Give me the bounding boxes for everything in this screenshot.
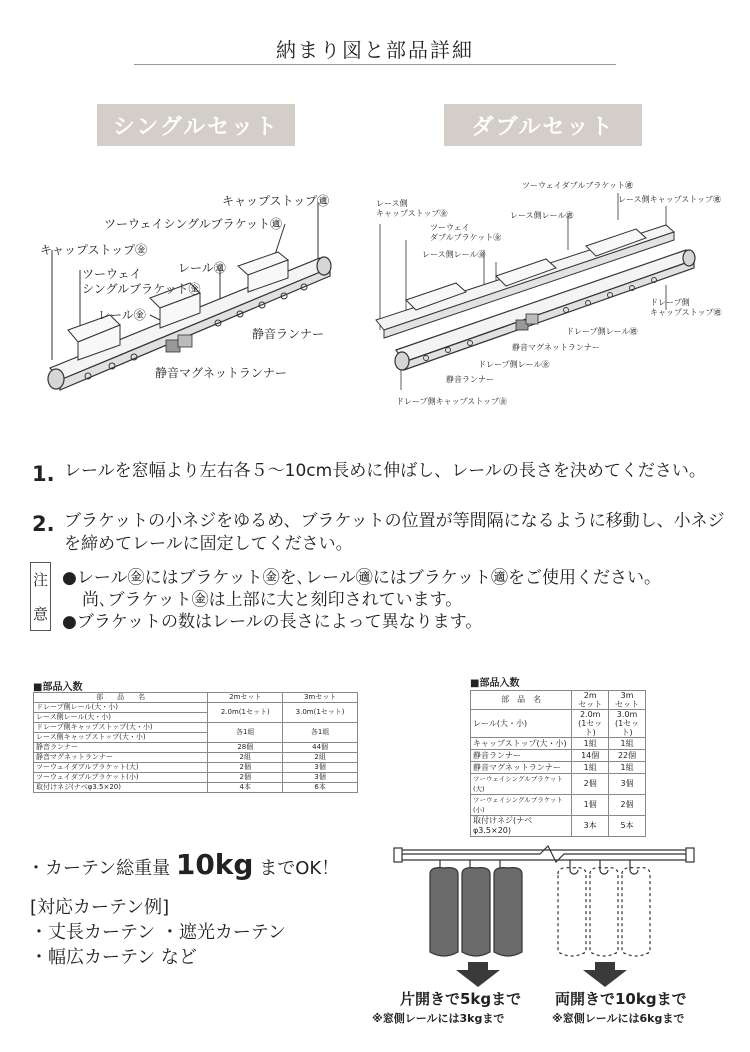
table-cell: レース側キャップストップ(大・小) [34, 733, 208, 743]
weight-capacity [27, 848, 339, 881]
table-row [34, 773, 358, 783]
callout-lace-cap-small: レース側キャップストップ㊜ [618, 195, 722, 204]
table-cell: 3個 [283, 773, 358, 783]
table-cell: 1組 [572, 738, 609, 750]
table-cell: ドレープ側キャップストップ(大・小) [34, 723, 208, 733]
callout-magnet-runner-double: 静音マグネットランナー [512, 343, 600, 352]
callout-lace-rail-large: レース側レール㊎ [422, 250, 486, 259]
table-cell: レース側レール(大・小) [34, 713, 208, 723]
curtain-examples-title: [対応カーテン例] [30, 897, 170, 918]
table-cell: 3本 [572, 816, 609, 837]
step-number: 2. [32, 512, 55, 536]
table-cell: 静音ランナー [34, 743, 208, 753]
table-header: 3m セット [609, 691, 646, 710]
table-row [34, 783, 358, 793]
callout-drape-rail-large: ドレープ側レール㊎ [478, 360, 550, 369]
step-text: ブラケットの小ネジをゆるめ、ブラケットの位置が等間隔になるように移動し、小ネジを締めてレールに固定してください。 [64, 511, 725, 555]
parts-table-single [470, 690, 646, 837]
title-divider [134, 64, 616, 65]
load-illustration [390, 842, 720, 987]
callout-cap-stop-large: キャップストップ㊎ [40, 243, 148, 257]
table-cell: 静音ランナー [471, 750, 572, 762]
step-text: レールを窓幅より左右各５～10cm長めに伸ばし、レールの長さを決めてください。 [64, 461, 706, 481]
weight-suffix: までOK！ [259, 858, 340, 879]
callout-twoway-large-line2: シングルブラケット㊎ [82, 282, 201, 296]
callout-drape-cap-small-line1: ドレープ側 [650, 298, 690, 307]
table-cell: 2個 [208, 763, 283, 773]
note-label-box [30, 562, 51, 631]
callout-lace-cap-large-line2: キャップストップ㊎ [376, 209, 448, 218]
table-cell: 2個 [572, 774, 609, 795]
callout-lace-rail-small: レース側レール㊜ [510, 211, 574, 220]
table-header: 部 品 名 [471, 691, 572, 710]
table-cell: 2組 [283, 753, 358, 763]
table-cell: 取付けネジ(ナベφ3.5×20) [34, 783, 208, 793]
table-cell: 1組 [609, 738, 646, 750]
table-cell: 44個 [283, 743, 358, 753]
table-row [34, 753, 358, 763]
table-cell: 3.0m(1セット) [283, 703, 358, 723]
caption-single-open: 片開きで5kgまで [400, 990, 522, 1008]
table-header: 部 品 名 [34, 693, 208, 703]
callout-twoway-double-large-line1: ツーウェイ [430, 223, 470, 232]
table-row [471, 710, 646, 738]
curtain-example-item: ・丈長カーテン ・遮光カーテン [30, 922, 286, 943]
table-row [471, 795, 646, 816]
table-cell: 1組 [572, 762, 609, 774]
callout-runner: 静音ランナー [252, 327, 325, 341]
table-cell: 2.0m(1セット) [208, 703, 283, 723]
page-title: 納まり図と部品詳細 [276, 38, 474, 62]
note-label-char: 注 [32, 571, 48, 590]
table-cell: 2組 [208, 753, 283, 763]
table-cell: 2個 [208, 773, 283, 783]
callout-lace-cap-large-line1: レース側 [376, 199, 408, 208]
table-header: 2m セット [572, 691, 609, 710]
callout-twoway-double-small: ツーウェイダブルブラケット㊜ [522, 181, 633, 190]
note-line-1: ●レール㊎にはブラケット㊎を､レール㊜にはブラケット㊜をご使用ください。 [62, 568, 661, 588]
table-cell: 各1組 [208, 723, 283, 743]
caption-single-open-note: ※窓側レールには3kgまで [372, 1012, 505, 1025]
table-cell: 3個 [283, 763, 358, 773]
table-cell: ドレープ側レール(大・小) [34, 703, 208, 713]
table-cell: ツーウェイシングルブラケット(大) [471, 774, 572, 795]
step-1 [32, 460, 732, 486]
callout-rail-small: レール㊜ [178, 261, 226, 275]
callout-twoway-large-line1: ツーウェイ [82, 267, 142, 281]
table-cell: 3個 [609, 774, 646, 795]
table-row [471, 750, 646, 762]
step-2 [32, 510, 732, 557]
note-line-2: 尚､ブラケット㊎は上部に大と刻印されています。 [82, 590, 463, 610]
weight-value: 10kg [175, 848, 254, 881]
step-number: 1. [32, 462, 55, 486]
table-cell: 14個 [572, 750, 609, 762]
callout-cap-stop-small: キャップストップ㊜ [222, 194, 330, 208]
table-cell: ツーウェイダブルブラケット(大) [34, 763, 208, 773]
callout-twoway-double-large-line2: ダブルブラケット㊎ [430, 233, 502, 242]
table-row [471, 774, 646, 795]
table-row [471, 762, 646, 774]
table-row [471, 738, 646, 750]
table-header: 3mセット [283, 693, 358, 703]
weight-prefix: ・カーテン総重量 [27, 858, 171, 879]
callout-drape-cap-large: ドレープ側キャップストップ㊎ [396, 397, 508, 406]
parts-table-double-title: ■部品入数 [33, 682, 83, 693]
table-row [34, 763, 358, 773]
callout-twoway-single-bracket-small: ツーウェイシングルブラケット㊜ [104, 217, 283, 231]
table-cell: 4本 [208, 783, 283, 793]
callout-drape-rail-small: ドレープ側レール㊜ [566, 327, 638, 336]
table-row [34, 723, 358, 733]
table-cell: 各1組 [283, 723, 358, 743]
table-cell: 1個 [572, 795, 609, 816]
table-cell: 1組 [609, 762, 646, 774]
parts-table-double [33, 692, 358, 793]
table-cell: 6本 [283, 783, 358, 793]
table-cell: 2.0m (1セット) [572, 710, 609, 738]
table-header: 2mセット [208, 693, 283, 703]
table-cell: ツーウェイダブルブラケット(小) [34, 773, 208, 783]
callout-drape-cap-small-line2: キャップストップ㊜ [650, 308, 722, 317]
table-cell: 静音マグネットランナー [471, 762, 572, 774]
table-cell: 5本 [609, 816, 646, 837]
table-cell: 2個 [609, 795, 646, 816]
table-cell: レール(大・小) [471, 710, 572, 738]
single-set-label: シングルセット [97, 104, 295, 146]
note-line-3: ●ブラケットの数はレールの長さによって異なります。 [62, 612, 483, 632]
callout-rail-large: レール㊎ [98, 308, 146, 322]
table-cell: キャップストップ(大・小) [471, 738, 572, 750]
double-set-label: ダブルセット [444, 104, 642, 146]
table-cell: 28個 [208, 743, 283, 753]
caption-double-open-note: ※窓側レールには6kgまで [552, 1012, 685, 1025]
table-row [471, 816, 646, 837]
caption-double-open: 両開きで10kgまで [555, 990, 687, 1008]
table-row [34, 743, 358, 753]
callout-runner-double: 静音ランナー [446, 375, 494, 384]
parts-table-single-title: ■部品入数 [470, 678, 520, 689]
curtain-example-item: ・幅広カーテン など [30, 947, 197, 968]
table-cell: ツーウェイシングルブラケット(小) [471, 795, 572, 816]
table-cell: 3.0m (1セット) [609, 710, 646, 738]
table-cell: 静音マグネットランナー [34, 753, 208, 763]
table-cell: 取付けネジ(ナベφ3.5×20) [471, 816, 572, 837]
table-row [34, 703, 358, 713]
callout-magnet-runner: 静音マグネットランナー [155, 366, 287, 380]
note-label-char: 意 [32, 604, 48, 623]
table-cell: 22個 [609, 750, 646, 762]
